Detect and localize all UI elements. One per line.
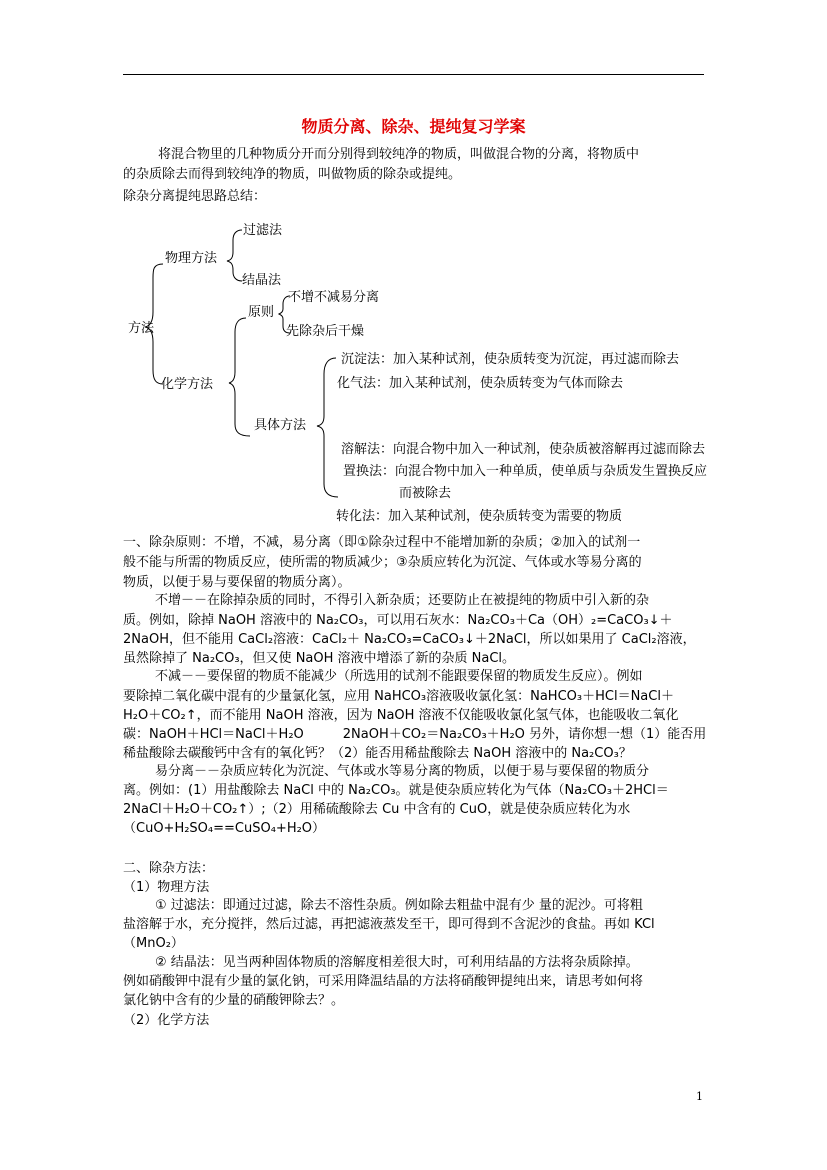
sec1-reduce-3: H₂O＋CO₂↑，而不能用 NaOH 溶液，因为 NaOH 溶液不仅能吸收氯化氢气体，也能吸收二氧化 [123,708,679,723]
sec1-separate-4: （CuO+H₂SO₄==CuSO₄+H₂O） [123,821,326,836]
tree-principle-label: 原则 [248,305,275,320]
sec2-heading: 二、除杂方法： [123,861,215,876]
page-title: 物质分离、除杂、提纯复习学案 [301,117,526,136]
tree-method-precipitation: 沉淀法：加入某种试剂，使杂质转变为沉淀，再过滤而除去 [341,352,680,367]
tree-chemical-label: 化学方法 [161,377,214,392]
tree-filtration-label: 过滤法 [243,223,283,238]
tree-principle-1: 不增不减易分离 [288,290,380,305]
sec1-add-2: 质。例如，除掉 NaOH 溶液中的 Na₂CO₃，可以用石灰水：Na₂CO₃＋Ca（OH）₂=CaCO₃↓＋ [123,613,673,628]
intro-line-3: 除杂分离提纯思路总结： [123,189,267,204]
sec2-crystallization-1: ② 结晶法：见当两种固体物质的溶解度相差很大时，可利用结晶的方法将杂质除掉。 [155,955,639,970]
sec2-physical-heading: （1）物理方法 [123,880,210,895]
intro-line-1: 将混合物里的几种物质分开而分别得到较纯净的物质，叫做混合物的分离，将物质中 [158,147,640,162]
sec1-reduce-2: 要除掉二氧化碳中混有的少量氯化氢，应用 NaHCO₃溶液吸收氯化氢：NaHCO₃＋HCl＝NaCl＋ [123,689,674,704]
sec1-add-1: 不增－－在除掉杂质的同时，不得引入新杂质；还要防止在被提纯的物质中引入新的杂 [155,593,650,608]
sec1-line-2: 般不能与所需的物质反应，使所需的物质减少；③杂质应转化为沉淀、气体或水等易分离的 [123,555,642,570]
tree-principle-2: 先除杂后干燥 [286,324,365,339]
sec2-filtration-3: （MnO₂） [123,936,184,951]
tree-root-label: 方法 [128,321,155,336]
sec2-crystallization-3: 氯化钠中含有的少量的硝酸钾除去？。 [123,993,345,1008]
tree-specific-label: 具体方法 [254,418,307,433]
brace-specific [317,358,338,497]
sec1-add-3: 2NaOH，但不能用 CaCl₂溶液：CaCl₂＋ Na₂CO₃=CaCO₃↓＋2NaCl，所以如果用了 CaCl₂溶液， [123,632,696,647]
tree-method-conversion: 转化法：加入某种试剂，使杂质转变为需要的物质 [336,509,623,524]
tree-method-displacement: 置换法：向混合物中加入一种单质，使单质与杂质发生置换反应 [343,464,708,479]
tree-method-displacement-cont: 而被除去 [399,486,452,501]
sec1-reduce-4: 碳：NaOH＋HCl＝NaCl＋H₂O 2NaOH＋CO₂＝Na₂CO₃＋H₂O 另外，请你想一想（1）能否用 [123,727,707,742]
tree-method-dissolution: 溶解法：向混合物中加入一种试剂，使杂质被溶解再过滤而除去 [341,442,706,457]
brace-physical [227,230,242,281]
tree-method-gasification: 化气法：加入某种试剂，使杂质转变为气体而除去 [337,376,624,391]
sec1-reduce-1: 不减－－要保留的物质不能减少（所选用的试剂不能跟要保留的物质发生反应）。例如 [155,669,643,684]
sec2-filtration-2: 盐溶解于水，充分搅拌，然后过滤，再把滤液蒸发至干，即可得到不含泥沙的食盐。再如 KCl [123,917,655,932]
sec1-line-1: 一、除杂原则：不增，不减，易分离（即①除杂过程中不能增加新的杂质；②加入的试剂一 [123,535,641,550]
brace-chemical [229,318,250,436]
sec1-reduce-5: 稀盐酸除去碳酸钙中含有的氧化钙？（2）能否用稀盐酸除去 NaOH 溶液中的 Na₂CO₃？ [123,746,632,761]
tree-physical-label: 物理方法 [165,251,218,266]
sec1-separate-2: 离。例如：(1）用盐酸除去 NaCl 中的 Na₂CO₃。就是使杂质应转化为气体（Na₂CO₃＋2HCl＝ [123,783,669,798]
intro-line-2: 的杂质除去而得到较纯净的物质，叫做物质的除杂或提纯。 [123,167,462,182]
sec1-separate-1: 易分离－－杂质应转化为沉淀、气体或水等易分离的物质，以便于易与要保留的物质分 [155,764,650,779]
sec2-filtration-1: ① 过滤法：即通过过滤，除去不溶性杂质。例如除去粗盐中混有少 量的泥沙。可将粗 [155,898,643,913]
sec2-chemical-heading: （2）化学方法 [123,1013,210,1028]
tree-crystallization-label: 结晶法 [242,273,282,288]
sec1-separate-3: 2NaCl＋H₂O＋CO₂↑）;（2）用稀硫酸除去 Cu 中含有的 CuO，就是使杂质应转化为水 [123,802,631,817]
sec1-add-4: 虽然除掉了 Na₂CO₃，但又使 NaOH 溶液中增添了新的杂质 NaCl。 [123,651,516,666]
page-number: 1 [696,1090,703,1103]
sec1-line-3: 物质，以便于易与要保留的物质分离）。 [123,575,351,590]
sec2-crystallization-2: 例如硝酸钾中混有少量的氯化钠，可采用降温结晶的方法将硝酸钾提纯出来，请思考如何将 [123,974,644,989]
